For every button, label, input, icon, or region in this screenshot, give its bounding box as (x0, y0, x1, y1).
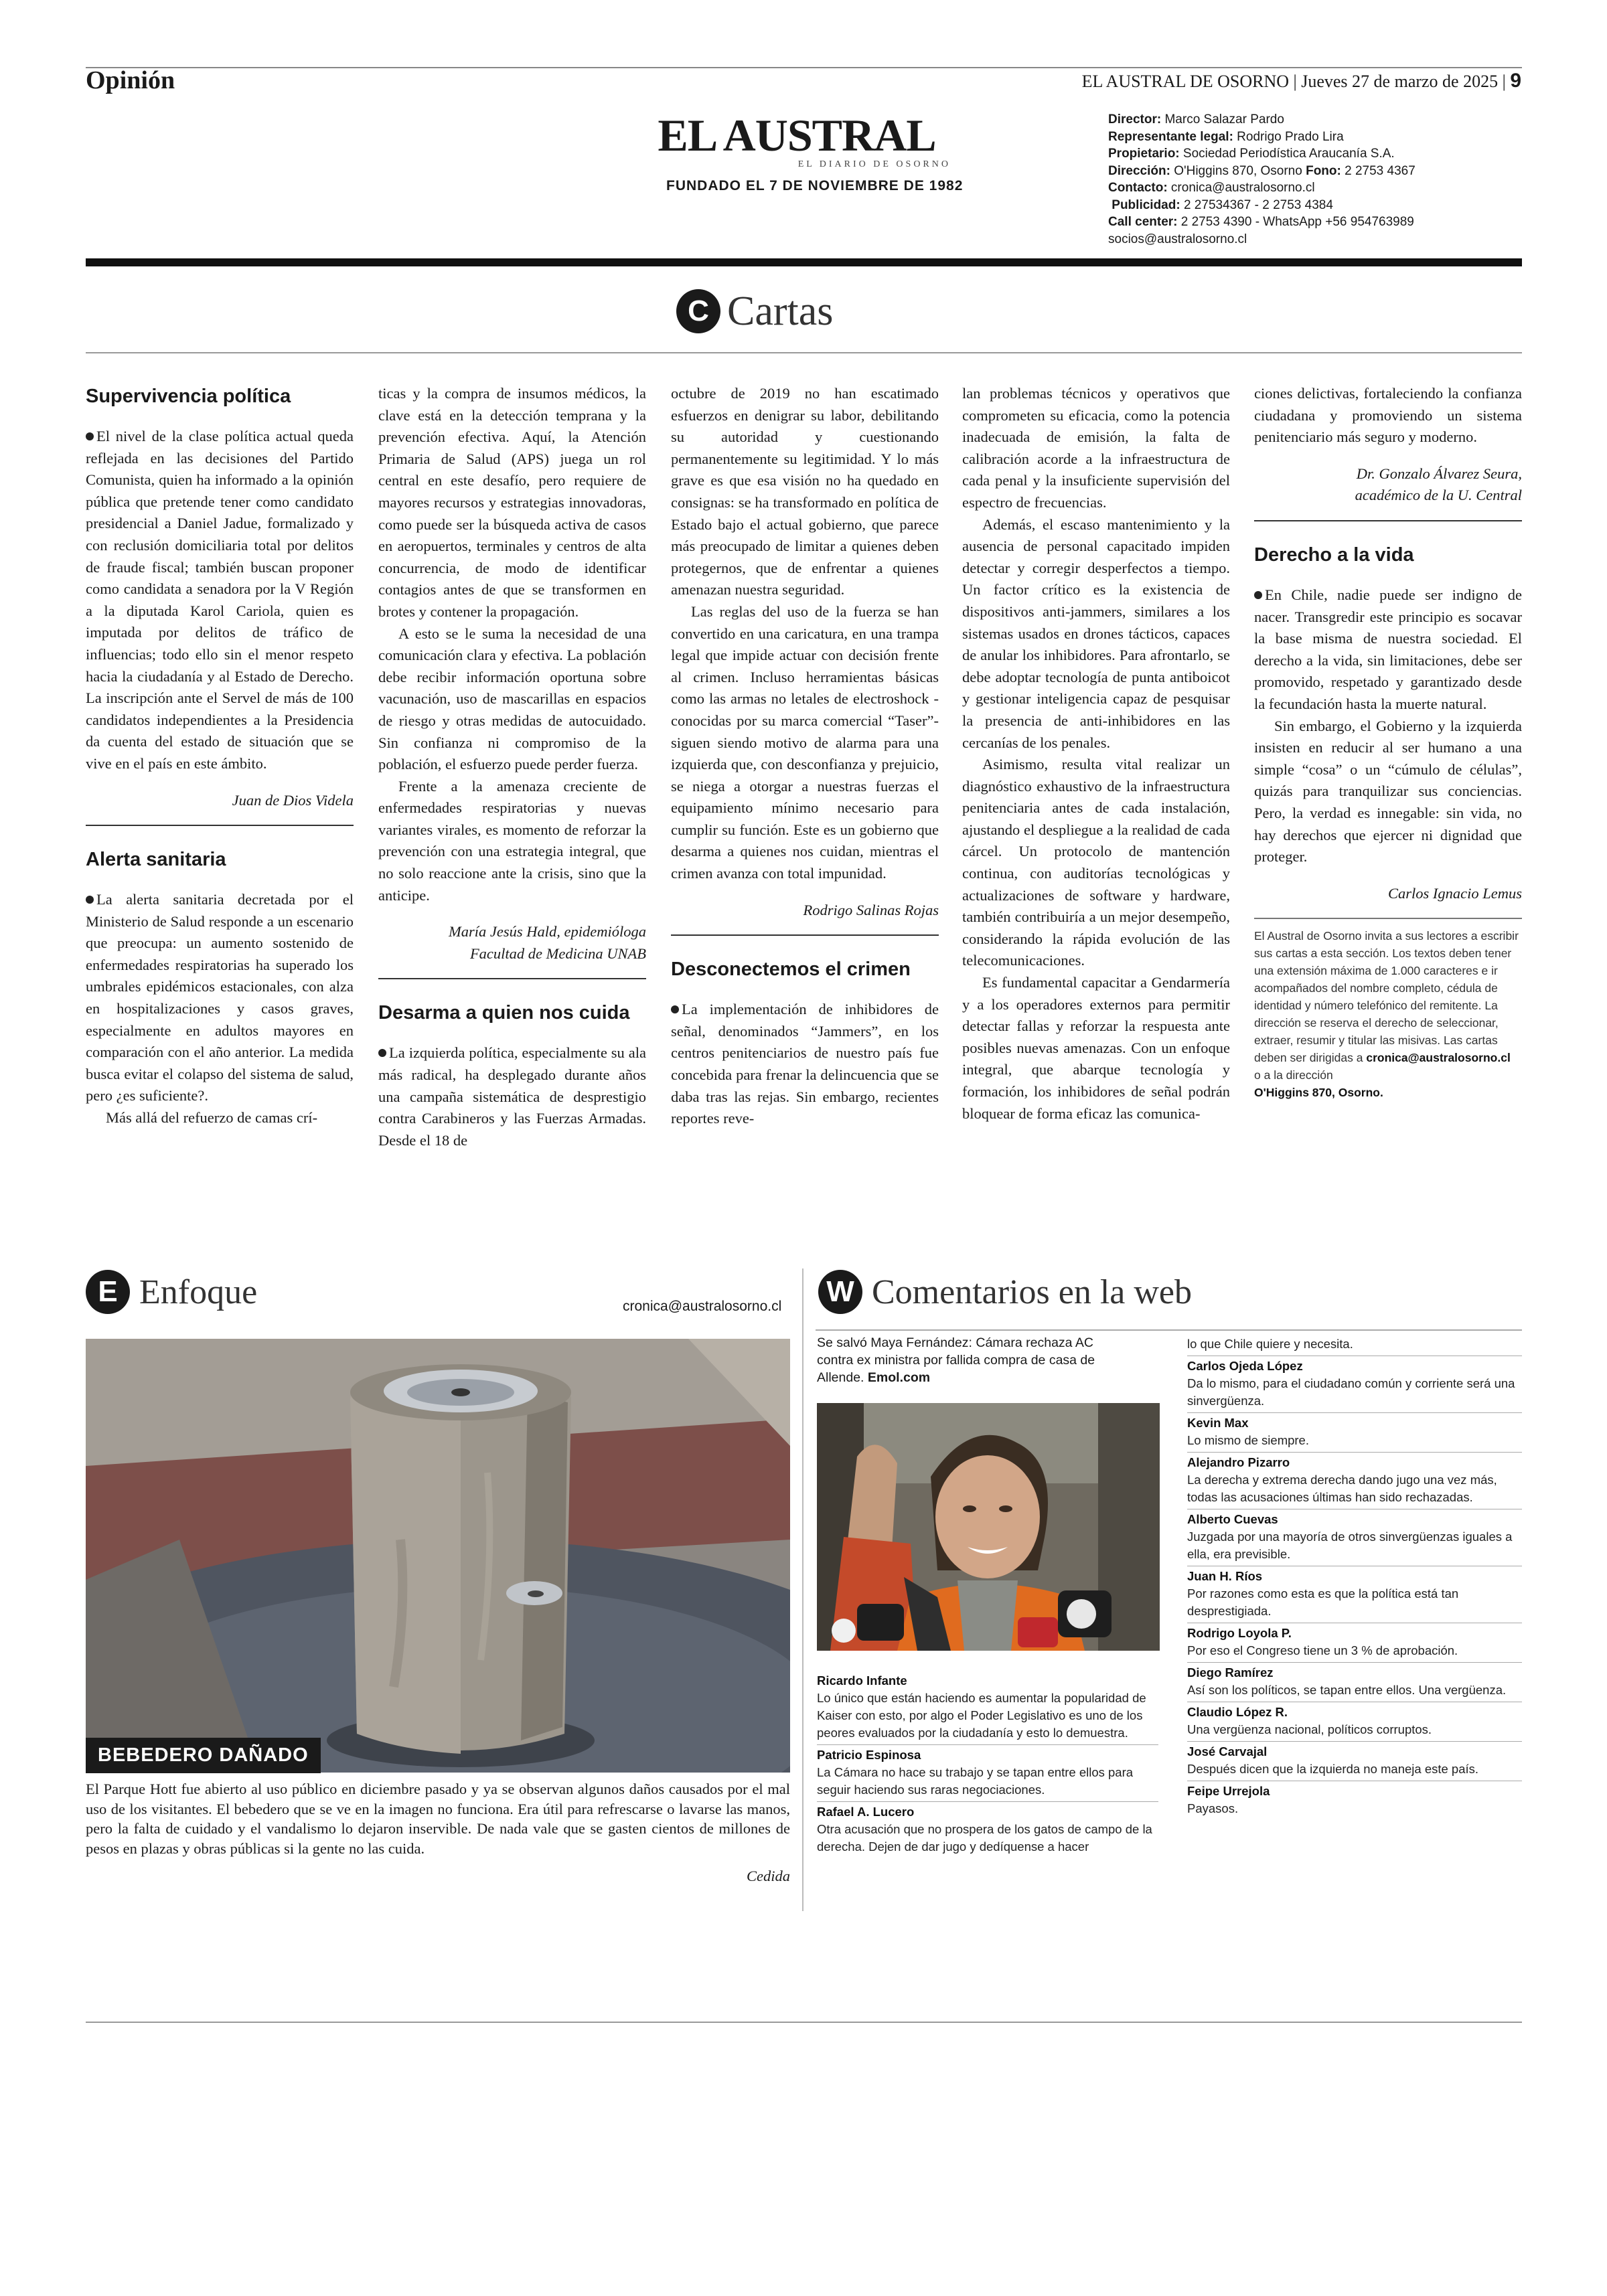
comment-item (1187, 1781, 1522, 1820)
letters-column-4 (962, 383, 1230, 1125)
comment-author: Alejandro Pizarro (1187, 1455, 1290, 1469)
masthead-title: EL AUSTRAL (658, 110, 936, 161)
letter-signature: Dr. Gonzalo Álvarez Seura, académico de la U. Central (1355, 465, 1522, 504)
lower-divider (802, 1268, 804, 1911)
dateline-text: EL AUSTRAL DE OSORNO | Jueves 27 de marzo de 2025 | (1081, 72, 1506, 91)
letter-divider (1254, 520, 1522, 521)
letter-body: ticas y la compra de insumos médicos, la clave está en la detección temprana y la prevención efectiva. Aquí, la Atención Primaria de Salud (APS) juega un rol central en este desafío, pero requiere de mayores recursos y estrategias innovadoras, como puede ser la búsqueda activa de casos en aeropuertos, terminales y centros de alta concurrencia, de modo de identificar contagios antes de que se transformen en brotes y contener la propagación. (378, 385, 646, 620)
letter-headline: Desconectemos el crimen (671, 959, 911, 981)
comment-author: Feipe Urrejola (1187, 1784, 1270, 1798)
web-news-photo (817, 1403, 1160, 1651)
comment-text: Después dicen que la izquierda no maneja este país. (1187, 1762, 1479, 1776)
comment-item (1187, 1623, 1522, 1663)
comment-text: Por eso el Congreso tiene un 3 % de aprobación. (1187, 1643, 1458, 1657)
comments-right (1187, 1334, 1522, 1820)
staff-line: socios@australosorno.cl (1108, 232, 1247, 246)
letter-body: A esto se le suma la necesidad de una comunicación clara y efectiva. La población debe recibir información oportuna sobre vacunación, uso de mascarillas en espacios de riesgo y otras medidas de autocuidado. Sin confianza ni compromiso de la población, el esfuerzo puede perder fuerza. (378, 625, 646, 773)
letter-body: Asimismo, resulta vital realizar un diagnóstico exhaustivo de la infraestructura penitenciaria antes de cada instalación, ajustando el despliegue a la realidad de cada cárcel. Un protocolo de mantención continua, con auditorías tecnológicas y actualizaciones de software y hardware, también contribuiría a un mejor desempeño, considerando la rápida evolución de las telecomunicaciones. (962, 756, 1230, 969)
comment-text: Payasos. (1187, 1801, 1239, 1815)
cartas-badge-icon: C (676, 289, 720, 333)
comment-author: Juan H. Ríos (1187, 1569, 1263, 1583)
comment-item (1187, 1509, 1522, 1566)
staff-line: Call center: 2 2753 4390 - WhatsApp +56 954763989 (1108, 215, 1414, 229)
web-title: Comentarios en la web (872, 1273, 1192, 1311)
bebedero-photo (86, 1339, 790, 1773)
comment-text: Da lo mismo, para el ciudadano común y corriente será una sinvergüenza. (1187, 1376, 1515, 1408)
bullet-icon (86, 896, 94, 904)
comment-item (1187, 1566, 1522, 1623)
enfoque-email[interactable]: cronica@australosorno.cl (623, 1299, 782, 1314)
comment-author: Carlos Ojeda López (1187, 1359, 1303, 1373)
letter-body: Sin embargo, el Gobierno y la izquierda insisten en reducir al ser humano a una simple “cosa” o un “cúmulo de células”, quizás para tranquilizar sus conciencias. Pero, la verdad es innegable: sin vida, no hay derechos que ejercer ni dignidad que proteger. (1254, 717, 1522, 866)
staff-line: Publicidad: 2 27534367 - 2 2753 4384 (1112, 197, 1333, 212)
comment-item (817, 1802, 1158, 1858)
note-divider (1254, 918, 1522, 919)
letter-headline: Derecho a la vida (1254, 544, 1414, 566)
letter-headline: Desarma a quien nos cuida (378, 1002, 630, 1024)
comment-text: La Cámara no hace su trabajo y se tapan entre ellos para seguir haciendo sus raras negociaciones. (817, 1765, 1134, 1797)
comment-item (1187, 1702, 1522, 1742)
comment-text: Una vergüenza nacional, políticos corruptos. (1187, 1722, 1432, 1736)
bottom-rule (86, 2022, 1522, 2023)
comment-author: Claudio López R. (1187, 1705, 1288, 1719)
comment-text: Así son los políticos, se tapan entre ellos. Una vergüenza. (1187, 1683, 1507, 1697)
web-headline: Se salvó Maya Fernández: Cámara rechaza AC contra ex ministra por fallida compra de casa de Allende. Emol.com (817, 1335, 1095, 1385)
comment-text: Lo mismo de siempre. (1187, 1433, 1309, 1447)
letter-body: En Chile, nadie puede ser indigno de nacer. Transgredir este principio es socavar la base misma de nuestra sociedad. El derecho a la vida, sin limitaciones, debe ser promovido, respetado y garantizado desde la fecundación hasta la muerte natural. (1254, 586, 1522, 712)
letter-body: Es fundamental capacitar a Gendarmería y a los operadores externos para permitir detectar fallas y reforzar la respuesta ante posibles nuevas amenazas. Con un enfoque integral, que abarque tecnología y formación, los inhibidores de señal podrán bloquear de forma eficaz las comunica- (962, 974, 1230, 1122)
staff-line: Propietario: Sociedad Periodística Araucanía S.A. (1108, 147, 1395, 161)
bullet-icon (1254, 591, 1262, 599)
web-badge-icon: W (818, 1270, 862, 1314)
letter-divider (378, 978, 646, 979)
bebedero-label: BEBEDERO DAÑADO (86, 1738, 321, 1773)
comment-author: Patricio Espinosa (817, 1748, 921, 1762)
comment-author: Alberto Cuevas (1187, 1512, 1278, 1526)
comment-item (817, 1671, 1158, 1745)
web-source[interactable]: Emol.com (867, 1370, 931, 1385)
note-email[interactable]: cronica@australosorno.cl (1366, 1050, 1511, 1064)
comment-text: Por razones como esta es que la política está tan desprestigiada. (1187, 1586, 1459, 1618)
comment-author: José Carvajal (1187, 1744, 1268, 1758)
letter-headline: Supervivencia política (86, 386, 291, 407)
comment-text: Juzgada por una mayoría de otros sinvergüenzas iguales a ella, era previsible. (1187, 1530, 1513, 1561)
letter-body: Además, el escaso mantenimiento y la ausencia de personal capacitado impiden detectar y corregir desperfectos a tiempo. Un factor crítico es la existencia de dispositivos anti-jammers, similares a los sistemas usados en drones tácticos, capaces de anular los inhibidores. Para afrontarlo, se debe adoptar tecnología de punta antiboicot y gestionar inteligencia capaz de pesquisar la presencia de anti-inhibidores en las cercanías de los penales. (962, 515, 1230, 751)
letters-column-3 (671, 383, 939, 1130)
comment-text: La derecha y extrema derecha dando jugo una vez más, todas las acusaciones últimas han sido rechazadas. (1187, 1473, 1497, 1504)
staff-line: Director: Marco Salazar Pardo (1108, 112, 1284, 127)
comment-author: Rodrigo Loyola P. (1187, 1626, 1292, 1640)
staff-line: Contacto: cronica@australosorno.cl (1108, 181, 1315, 195)
enfoque-heading (86, 1270, 257, 1314)
letter-body: Frente a la amenaza creciente de enfermedades respiratorias y nuevas variantes virales, es momento de reforzar la prevención con una estrategia integral, que no solo reaccione ante la crisis, sino que la anticipe. (378, 777, 646, 904)
enfoque-badge-icon: E (86, 1270, 130, 1314)
comment-author: Kevin Max (1187, 1416, 1249, 1430)
letter-signature: Juan de Dios Videla (232, 791, 354, 809)
enfoque-title: Enfoque (139, 1273, 258, 1311)
masthead-subtitle: EL DIARIO DE OSORNO (797, 159, 951, 169)
comment-continuation: lo que Chile quiere y necesita. (1187, 1334, 1522, 1356)
masthead (643, 112, 951, 170)
page-number: 9 (1510, 70, 1521, 92)
web-heading (818, 1270, 1192, 1314)
comment-item (1187, 1356, 1522, 1413)
header-thick-rule (86, 258, 1522, 266)
masthead-founded: FUNDADO EL 7 DE NOVIEMBRE DE 1982 (666, 178, 964, 193)
letter-body: El nivel de la clase política actual queda reflejada en las decisiones del Partido Comunista, quien ha informado a la opinión pública que pretende tener como candidato presidencial a Daniel Jadue, formalizado y con reclusión domiciliaria total por delitos de fraude fiscal; también buscan proponer como candidata a senadora por la V Región a la diputada Karol Cariola, quien es imputada por delitos de tráfico de influencias; todo ello sin el menor respeto hacia la ciudadanía y al Estado de Derecho. La inscripción ante el Servel de más de 100 candidatos independientes a la Presidencia da cuenta del estado de situación que se vive en el país en este ámbito. (86, 428, 354, 772)
comment-author: Ricardo Infante (817, 1673, 907, 1688)
bullet-icon (378, 1049, 386, 1057)
letter-body: ciones delictivas, fortaleciendo la confianza ciudadana y promoviendo un sistema penitenciario más seguro y moderno. (1254, 385, 1522, 446)
letter-body: La implementación de inhibidores de señal, denominados “Jammers”, en los centros penitenciarios de nuestro país fue concebida para frenar la delincuencia que se daba tras las rejas. Sin embargo, recientes reportes reve- (671, 1001, 939, 1127)
bullet-icon (671, 1005, 679, 1013)
cartas-heading (676, 284, 833, 338)
letters-submission-note: El Austral de Osorno invita a sus lectores a escribir sus cartas a esta sección. Los textos deben tener una extensión máxima de 1.000 caracteres e ir acompañados del nombre completo, cédula de identidad y número telefónico del remitente. La dirección se reserva el derecho de seleccionar, extraer, resumir y titular las misivas. Las cartas deben ser dirigidas a cronica@australosorno.cl o a la dirección O'Higgins 870, Osorno. (1254, 928, 1519, 1099)
letter-signature: Rodrigo Salinas Rojas (803, 901, 939, 918)
comment-text: Otra acusación que no prospera de los gatos de campo de la derecha. Dejen de dar jugo y dedíquense a hacer (817, 1822, 1152, 1854)
comment-text: Lo único que están haciendo es aumentar la popularidad de Kaiser con esto, por algo el Poder Legislativo es uno de los peores evaluados por la ciudadanía y esto lo demuestra. (817, 1691, 1146, 1740)
comment-item (1187, 1453, 1522, 1509)
enfoque-caption: El Parque Hott fue abierto al uso público en diciembre pasado y ya se observan algunos daños causados por el mal uso de los visitantes. El bebedero que se ve en la imagen no funciona. Era útil para refrescarse o lavarse las manos, pero la falta de cuidado y el vandalismo lo dejaron inservible. De nada vale que se gasten cientos de millones de pesos en plazas y obras públicas si la gente no las cuida. (86, 1781, 790, 1857)
letter-body: Más allá del refuerzo de camas crí- (106, 1109, 318, 1127)
section-label: Opinión (86, 66, 175, 94)
comment-item (817, 1745, 1158, 1802)
comment-item (1187, 1413, 1522, 1453)
letter-divider (671, 934, 939, 936)
letter-body: La izquierda política, especialmente su ala más radical, ha desplegado durante años una campaña sistemática de desprestigio contra Carabineros y las Fuerzas Armadas. Desde el 18 de (378, 1044, 646, 1149)
cartas-rule (86, 352, 1522, 353)
comment-author: Rafael A. Lucero (817, 1805, 915, 1819)
web-heading-rule (816, 1329, 1522, 1331)
comment-item (1187, 1742, 1522, 1781)
letter-headline: Alerta sanitaria (86, 849, 226, 871)
letters-column-1 (86, 375, 354, 1129)
top-rule (86, 67, 1522, 68)
page-dateline (1082, 70, 1521, 92)
comment-item (1187, 1663, 1522, 1702)
enfoque-credit: Cedida (747, 1868, 790, 1884)
letter-body: octubre de 2019 no han escatimado esfuerzos en denigrar su labor, debilitando su autoridad y cuestionando permanentemente su legitimidad. Y lo más grave es que esa visión no ha quedado en consignas: se ha transformado en política de Estado bajo el actual gobierno, que parece más preocupado de limitar a quienes deben protegernos, que de enfrentar a quienes amenazan nuestra seguridad. (671, 385, 939, 598)
letters-column-2 (378, 383, 646, 1151)
staff-line: Representante legal: Rodrigo Prado Lira (1108, 129, 1344, 144)
letter-body: Las reglas del uso de la fuerza se han convertido en una caricatura, en una trampa legal que impide actuar con decisión frente al crimen. Incluso herramientas básicas como las armas no letales de electroshock -conocidas por su marca comercial “Taser”- siguen siendo motivo de alarma para una izquierda que, con desconfianza y prejuicio, se niega a otorgar a nuestras fuerzas el equipamiento mínimo necesario para cumplir su función. Este es un gobierno que desarma a quienes nos cuidan, mientras el crimen avanza con total impunidad. (671, 602, 939, 882)
comment-author: Diego Ramírez (1187, 1665, 1274, 1679)
bullet-icon (86, 432, 94, 440)
staff-line: Dirección: O'Higgins 870, Osorno Fono: 2 2753 4367 (1108, 163, 1415, 178)
staff-box (1108, 111, 1510, 248)
comments-left (817, 1671, 1158, 1858)
letter-divider (86, 825, 354, 826)
letter-signature: María Jesús Hald, epidemióloga Facultad de Medicina UNAB (449, 923, 646, 962)
cartas-title: Cartas (727, 288, 834, 334)
letter-body: lan problemas técnicos y operativos que comprometen su eficacia, como la potencia inadecuada de emisión, la falta de calibración acorde a la infraestructura de cada penal y la insuficiente supervisión del espectro de frecuencias. (962, 385, 1230, 511)
letter-body: La alerta sanitaria decretada por el Ministerio de Salud responde a un escenario que preocupa: un aumento sostenido de enfermedades respiratorias ha superado los umbrales epidémicos estacionales, con alza en hospitalizaciones y casos graves, especialmente en adultos mayores en comparación con el año anterior. La medida busca evitar el colapso del sistema de salud, pero ¿es suficiente?. (86, 891, 354, 1104)
letter-signature: Carlos Ignacio Lemus (1387, 884, 1522, 902)
letters-column-5 (1254, 383, 1522, 1101)
